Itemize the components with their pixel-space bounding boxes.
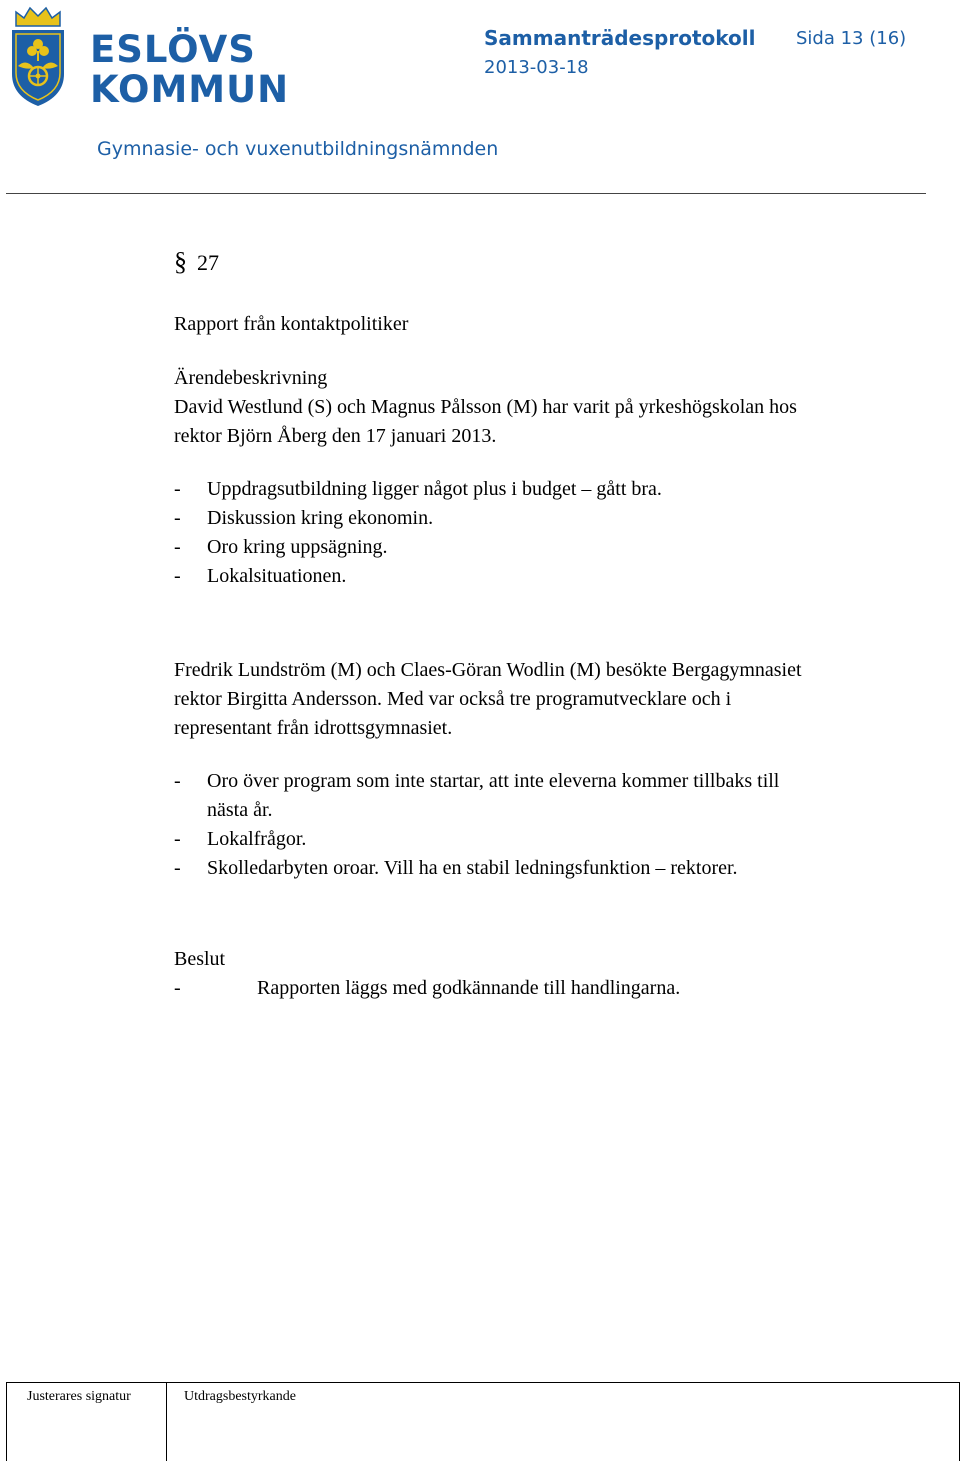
visit-1-points	[174, 475, 814, 591]
section-number: 27	[197, 250, 219, 275]
intro-paragraph: David Westlund (S) och Magnus Pålsson (M) har varit på yrkeshögskolan hos rektor Björn Åberg den 17 januari 2013.	[174, 396, 797, 447]
brand-name	[90, 30, 289, 110]
list-item: - Diskussion kring ekonomin.	[174, 504, 814, 533]
paragraph-number	[174, 247, 814, 285]
signature-footer	[6, 1382, 960, 1461]
list-item: - Oro över program som inte startar, att inte eleverna kommer tillbaks till nästa år.	[174, 767, 814, 825]
section-symbol: §	[174, 247, 187, 276]
list-item: - Uppdragsutbildning ligger något plus i budget – gått bra.	[174, 475, 814, 504]
case-heading: Ärendebeskrivning	[174, 367, 328, 389]
header-divider	[6, 193, 926, 194]
list-item: - Lokalsituationen.	[174, 562, 814, 591]
coat-of-arms-icon	[8, 4, 68, 108]
list-item: - Skolledarbyten oroar. Vill ha en stabil ledningsfunktion – rektorer.	[174, 854, 814, 883]
meeting-date: 2013-03-18	[484, 57, 589, 78]
visit-2-points	[174, 767, 814, 883]
footer-divider	[166, 1383, 167, 1461]
committee-name: Gymnasie- och vuxenutbildningsnämnden	[97, 138, 499, 160]
section-title: Rapport från kontaktpolitiker	[174, 313, 409, 335]
list-item: - Lokalfrågor.	[174, 825, 814, 854]
protocol-section	[174, 247, 814, 1003]
document-title: Sammanträdesprotokoll	[484, 26, 756, 50]
decision-text: Rapporten läggs med godkännande till handlingarna.	[257, 977, 681, 999]
extract-label: Utdragsbestyrkande	[184, 1389, 296, 1404]
brand-line-2: KOMMUN	[90, 68, 290, 111]
visit-2-paragraph: Fredrik Lundström (M) och Claes-Göran Wodlin (M) besökte Bergagymnasiet rektor Birgitta Andersson. Med var också tre programutvecklare och i representant från idrottsgymnasiet.	[174, 659, 802, 739]
page-number: Sida 13 (16)	[796, 28, 907, 49]
decision-row	[174, 974, 814, 1003]
decision-dash: -	[174, 977, 181, 999]
signature-label: Justerares signatur	[27, 1389, 131, 1404]
brand-line-1: ESLÖVS	[90, 28, 256, 71]
decision-heading: Beslut	[174, 948, 226, 970]
list-item: - Oro kring uppsägning.	[174, 533, 814, 562]
